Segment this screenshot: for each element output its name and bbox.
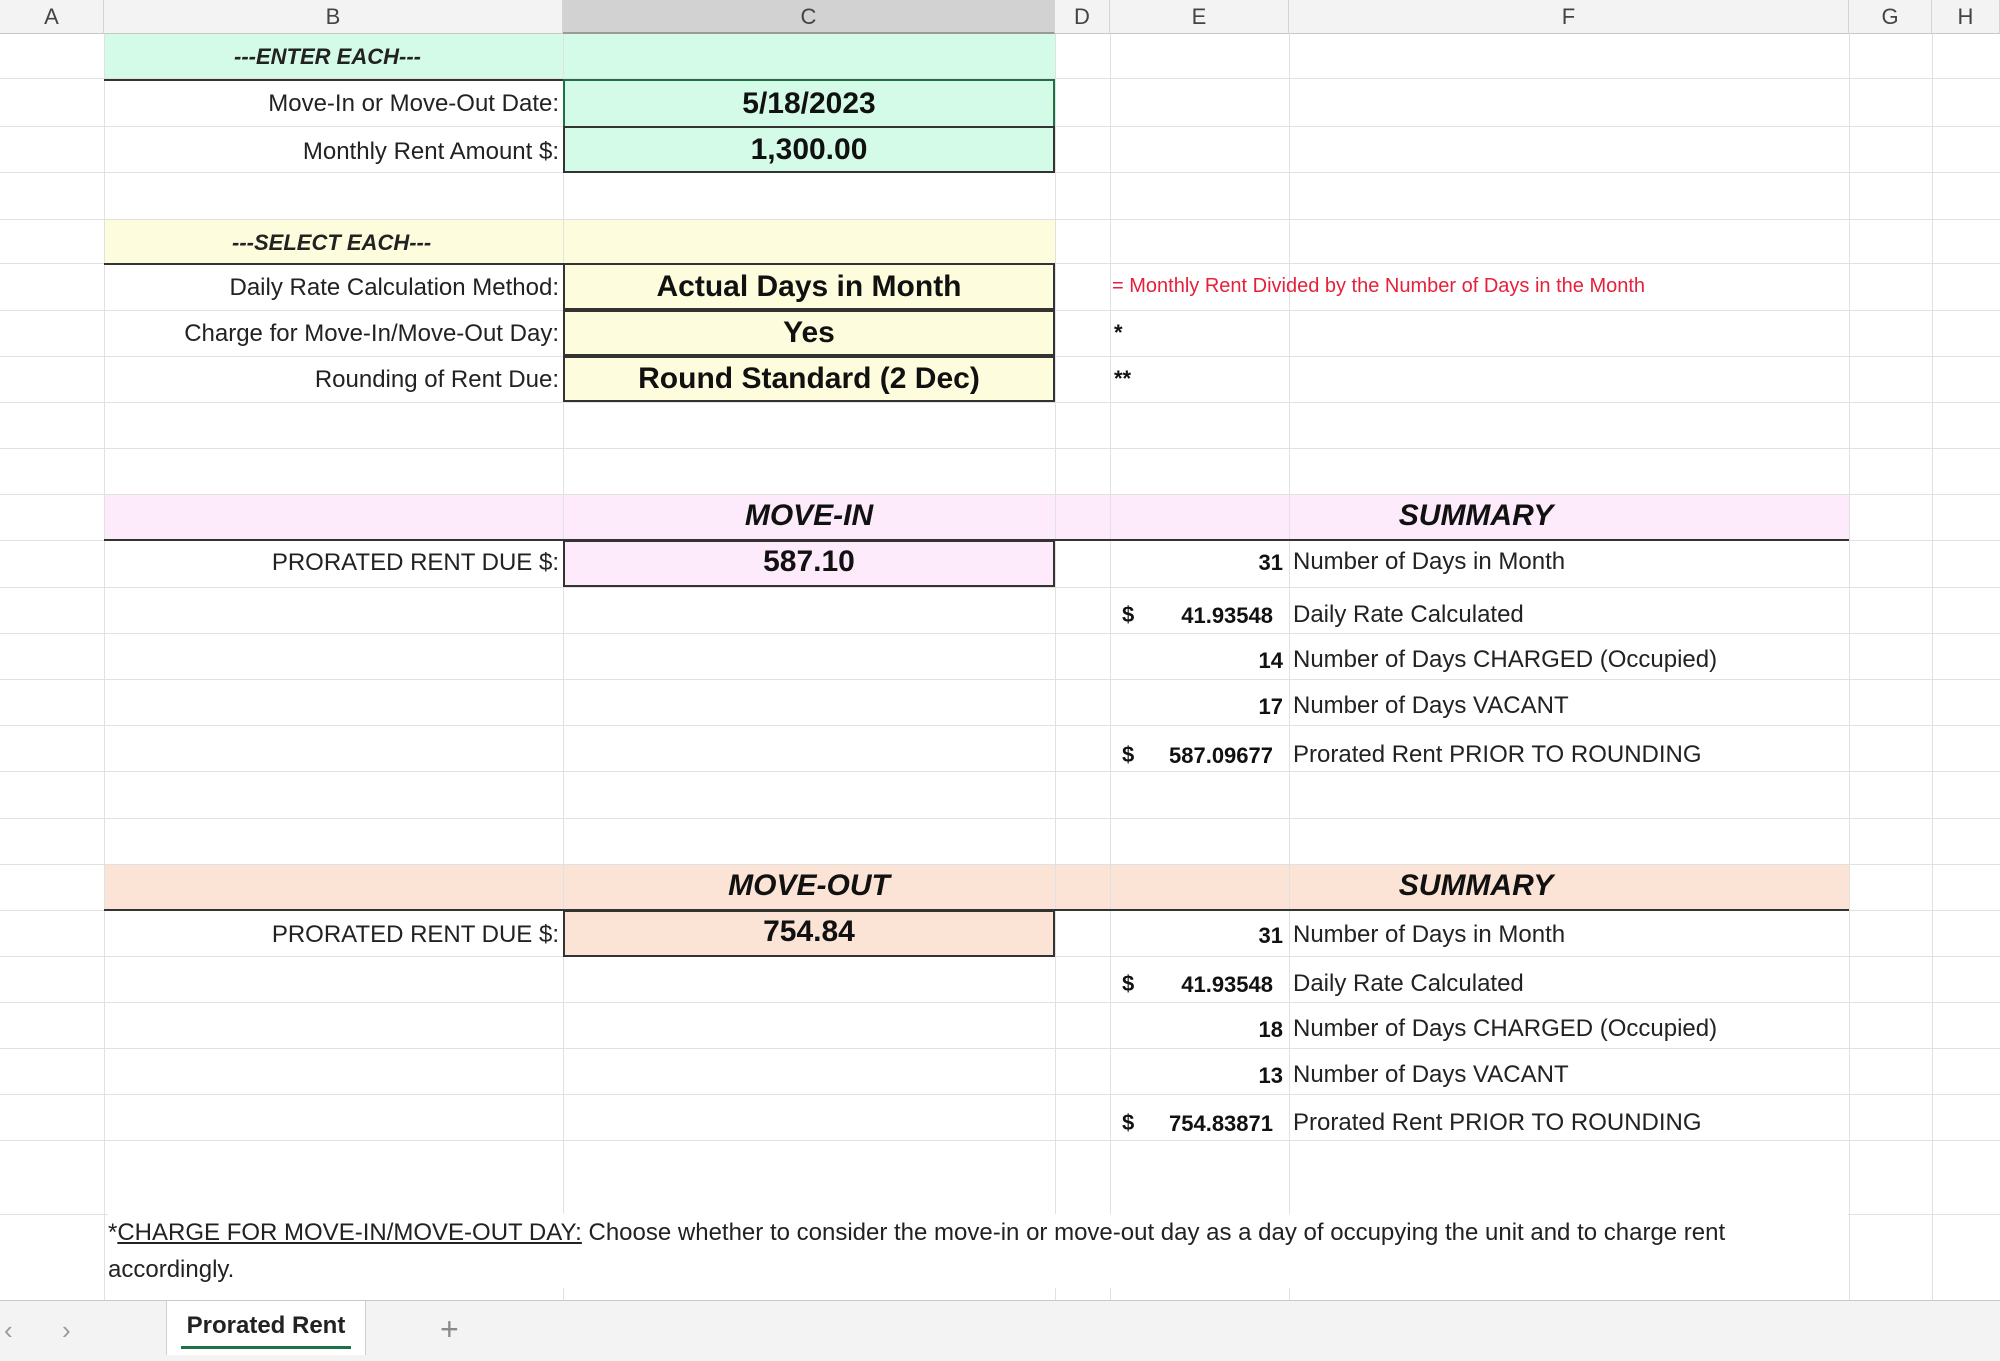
move-out-daily-rate-value: 41.93548 <box>1181 972 1273 997</box>
move-in-days-charged-value: 14 <box>1258 648 1283 673</box>
charge-day-footnote <box>108 1214 1848 1288</box>
move-in-days-in-month-label: Number of Days in Month <box>1293 548 1566 575</box>
move-in-summary-heading: SUMMARY <box>1398 499 1554 532</box>
move-out-days-charged-value: 18 <box>1258 1017 1283 1042</box>
move-in-prorated-label: Prorated Rent PRIOR TO ROUNDING <box>1293 741 1702 768</box>
chevron-left-icon[interactable]: ‹ <box>4 1315 13 1345</box>
monthly-rent-label: Monthly Rent Amount $: <box>302 138 559 165</box>
move-in-due-value[interactable]: 587.10 <box>563 540 1055 587</box>
move-in-days-in-month-value: 31 <box>1258 550 1283 575</box>
move-date-label: Move-In or Move-Out Date: <box>268 90 559 117</box>
enter-rule <box>104 79 563 81</box>
select-rule <box>104 263 563 265</box>
footnote-prefix: * <box>108 1219 118 1246</box>
move-in-days-vacant-label: Number of Days VACANT <box>1293 692 1569 719</box>
move-in-due-label: PRORATED RENT DUE $: <box>271 549 559 576</box>
move-out-days-in-month-label: Number of Days in Month <box>1293 921 1566 948</box>
move-in-daily-rate-value: 41.93548 <box>1181 603 1273 628</box>
move-out-days-charged-label: Number of Days CHARGED (Occupied) <box>1293 1015 1718 1042</box>
move-in-prorated-dollar: $ <box>1122 742 1135 767</box>
move-out-prorated-dollar: $ <box>1122 1110 1135 1135</box>
move-in-days-charged-label: Number of Days CHARGED (Occupied) <box>1293 646 1718 673</box>
move-out-days-vacant-label: Number of Days VACANT <box>1293 1061 1569 1088</box>
move-in-daily-rate-dollar: $ <box>1122 602 1135 627</box>
column-header-d[interactable]: D <box>1055 0 1110 34</box>
spreadsheet-grid[interactable] <box>0 34 2000 1300</box>
rounding-label: Rounding of Rent Due: <box>314 366 559 393</box>
move-out-daily-rate-label: Daily Rate Calculated <box>1293 970 1524 997</box>
column-header-f[interactable]: F <box>1289 0 1849 34</box>
daily-rate-method-label: Daily Rate Calculation Method: <box>229 274 559 301</box>
charge-move-day-label: Charge for Move-In/Move-Out Day: <box>184 320 559 347</box>
sheet-tab-label: Prorated Rent <box>186 1312 346 1339</box>
move-out-daily-rate-dollar: $ <box>1122 971 1135 996</box>
move-out-due-value[interactable]: 754.84 <box>563 910 1055 957</box>
sheet-tab-prorated-rent[interactable] <box>166 1301 366 1355</box>
move-out-due-label: PRORATED RENT DUE $: <box>271 921 559 948</box>
charge-move-day-select[interactable]: Yes <box>563 310 1055 356</box>
sheet-tab-active-indicator <box>181 1346 351 1349</box>
column-header-a[interactable]: A <box>0 0 104 34</box>
charge-footnote-mark: * <box>1114 320 1123 345</box>
daily-rate-method-note: = Monthly Rent Divided by the Number of Days in the Month <box>1112 275 1646 297</box>
monthly-rent-input[interactable]: 1,300.00 <box>563 126 1055 173</box>
move-in-heading: MOVE-IN <box>744 499 874 532</box>
sheet-tab-bar <box>0 1300 2000 1361</box>
select-each-title: ---SELECT EACH--- <box>232 230 432 255</box>
column-header-h[interactable]: H <box>1932 0 2000 34</box>
enter-each-title: ---ENTER EACH--- <box>234 44 421 69</box>
rounding-select[interactable]: Round Standard (2 Dec) <box>563 356 1055 402</box>
rounding-footnote-mark: ** <box>1114 366 1132 391</box>
column-header-b[interactable]: B <box>104 0 563 34</box>
footnote-text: Choose whether to consider the move-in or move-out day as a day of occupying the unit and to charge rent accordingly. <box>108 1219 1726 1283</box>
footnote-title: CHARGE FOR MOVE-IN/MOVE-OUT DAY: <box>117 1219 582 1246</box>
move-in-prorated-value: 587.09677 <box>1169 743 1273 768</box>
move-in-days-vacant-value: 17 <box>1258 694 1283 719</box>
move-out-days-in-month-value: 31 <box>1258 923 1283 948</box>
move-out-summary-heading: SUMMARY <box>1398 869 1554 902</box>
move-date-input[interactable]: 5/18/2023 <box>563 79 1055 128</box>
move-in-daily-rate-label: Daily Rate Calculated <box>1293 601 1524 628</box>
move-out-prorated-label: Prorated Rent PRIOR TO ROUNDING <box>1293 1109 1702 1136</box>
move-out-prorated-value: 754.83871 <box>1169 1111 1273 1136</box>
daily-rate-method-select[interactable]: Actual Days in Month <box>563 263 1055 310</box>
plus-icon[interactable]: + <box>440 1311 459 1347</box>
move-out-days-vacant-value: 13 <box>1258 1063 1283 1088</box>
chevron-right-icon[interactable]: › <box>62 1315 71 1345</box>
column-header-row <box>0 0 2000 34</box>
column-header-g[interactable]: G <box>1849 0 1932 34</box>
column-header-e[interactable]: E <box>1110 0 1289 34</box>
move-out-heading: MOVE-OUT <box>728 869 890 902</box>
column-header-c[interactable]: C <box>563 0 1055 34</box>
